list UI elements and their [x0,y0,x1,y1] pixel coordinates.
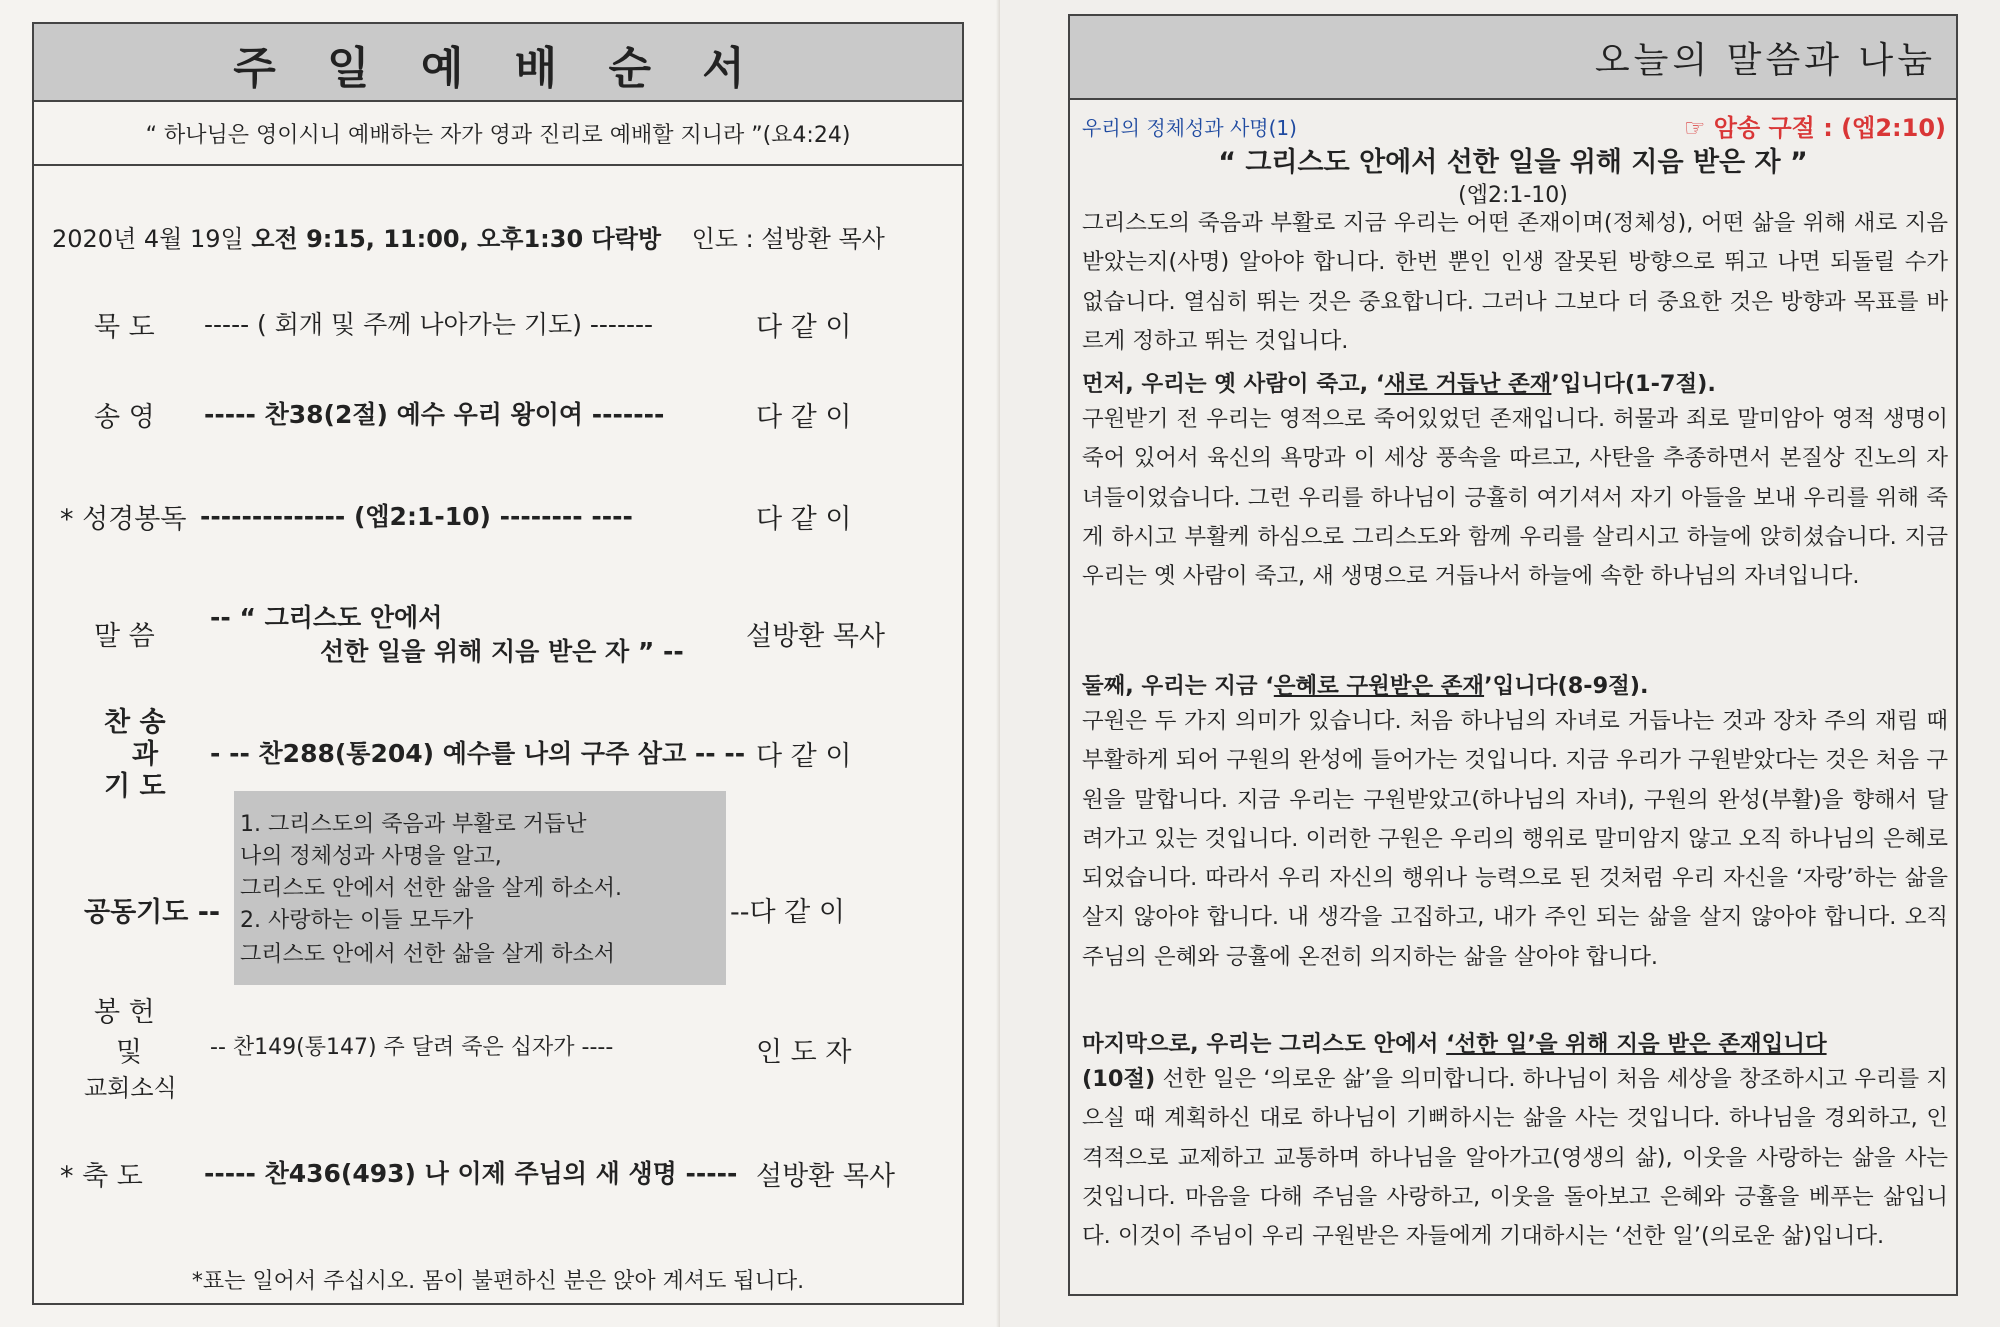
sermon-title-line1: -- “ 그리스도 안에서 [210,603,443,632]
sermon-title-line2: 선한 일을 위해 지음 받은 자 ” -- [320,637,684,666]
point-heading-key: ‘선한 일’을 위해 지음 받은 존재입니다 [1446,1031,1827,1057]
point-heading-key: 새로 거듭난 존재 [1384,371,1552,397]
order-label: 봉 헌 [94,997,155,1028]
order-label: 과 [132,739,159,770]
point-body: 구원받기 전 우리는 영적으로 죽어있었던 존재입니다. 허물과 죄로 말미암아 영적 생명이 죽어 있어서 육신의 욕망과 이 세상 풍속을 따르고, 사탄을 추종하면서 본질상 진노의 자녀들이었습니다. 그런 우리를 하나님이 긍휼히 여기셔서 자기 아들을 보내 우리를 위해 죽게 하시고 부활케 하심으로 그리스도와 함께 우리를 살리시고 하늘에 앉히셨습니다. 지금 우리는 옛 사람이 죽고, 새 생명으로 거듭나서 하늘에 속한 하나님의 자녀입니다. [1082,406,1948,590]
prayer-line: 그리스도 안에서 선한 삶을 살게 하소서 [240,942,615,967]
order-participant: --다 같 이 [730,897,845,928]
prayer-line: 그리스도 안에서 선한 삶을 살게 하소서. [240,876,622,901]
order-participant: 다 같 이 [756,402,852,433]
order-label: 묵 도 [94,312,155,343]
point-heading-text: 마지막으로, 우리는 그리스도 안에서 [1082,1031,1447,1057]
order-label: 말 씀 [94,621,155,652]
order-participant: 다 같 이 [756,504,852,535]
order-detail: ----- 찬436(493) 나 이제 주님의 새 생명 ----- [204,1159,738,1188]
order-label: 기 도 [104,771,166,802]
order-item [34,299,962,347]
order-item [34,700,962,800]
point-verse-ref: (10절) [1082,1066,1156,1092]
sermon-title: “ 그리스도 안에서 선한 일을 위해 지음 받은 자 ” [1218,147,1808,178]
point-heading-text: ’입니다(1-7절). [1551,371,1716,397]
order-item [34,389,962,437]
order-participant: 설방환 목사 [756,1161,895,1192]
point-heading [1082,366,1716,398]
service-date-line [52,219,885,254]
point-heading [1082,668,1649,700]
order-item [34,884,962,932]
order-item [34,1148,962,1196]
point-heading-text: 둘째, 우리는 지금 ‘ [1082,673,1274,699]
intro-paragraph: 그리스도의 죽음과 부활로 지금 우리는 어떤 존재이며(정체성), 어떤 삶을 위해 새로 지음 받았는지(사명) 알아야 합니다. 한번 뿐인 인생 잘못된 방향으로 뛰고 나면 되돌릴 수가 없습니다. 열심히 뛰는 것은 중요합니다. 그러나 그보다 더 중요한 것은 방향과 목표를 바르게 정하고 뛰는 것입니다. [1082,210,1948,354]
prayer-line: 나의 정체성과 사명을 알고, [240,844,502,869]
worship-title: 주 일 예 배 순 서 [233,43,763,94]
order-label: 공동기도 -- [84,897,221,928]
order-detail: -- 찬149(통147) 주 달려 죽은 십자가 ---- [210,1035,614,1060]
standing-note: *표는 일어서 주십시오. 몸이 불편하신 분은 앉아 계셔도 됩니다. [191,1269,805,1294]
order-participant: 다 같 이 [756,741,852,772]
order-item [34,491,962,539]
worship-title-bar [34,24,962,102]
order-label: 찬 송 [104,707,166,738]
order-item [34,990,962,1100]
order-label: * 축 도 [60,1161,143,1192]
point-heading-text: 먼저, 우리는 옛 사람이 죽고, ‘ [1082,371,1385,397]
sermon-notes-box [1068,14,1958,1296]
order-label: 송 영 [94,402,155,433]
divider [34,164,962,166]
section-title: 오늘의 말씀과 나눔 [1594,40,1936,81]
point-body: 구원은 두 가지 의미가 있습니다. 처음 하나님의 자녀로 거듭나는 것과 장차 주의 재림 때 부활하게 되어 구원의 완성에 들어가는 것입니다. 지금 우리가 구원받았다는 것은 처음 구원을 말합니다. 지금 우리는 구원받았고(하나님의 자녀), 구원의 완성(부활)을 향해서 달려가고 있는 것입니다. 이러한 구원은 우리의 행위로 말미암지 않고 오직 하나님의 은혜로 되었습니다. 따라서 우리 자신의 행위나 능력으로 된 것처럼 우리 자신을 ‘자랑’하는 삶을 살지 않아야 합니다. 내 생각을 고집하고, 내가 주인 되는 삶을 살지 않아야 합니다. 오직 주님의 은혜와 긍휼에 온전히 의지하는 삶을 살아야 합니다. [1082,708,1948,970]
point-heading [1082,1026,1827,1058]
worship-order-box [32,22,964,1305]
right-page [1000,0,2000,1327]
service-date: 2020년 4월 19일 [52,225,244,253]
point-body [1082,1060,1948,1256]
order-participant: 설방환 목사 [746,621,885,652]
point-body-text: 선한 일은 ‘의로운 삶’을 의미합니다. 하나님이 처음 세상을 창조하시고 우리를 지으실 때 계획하신 대로 하나님이 기뻐하시는 삶을 사는 것입니다. 하나님을 경외하고, 인격적으로 교제하고 교통하며 하나님을 알아가고(영생의 삶), 이웃을 사랑하는 삶을 사는 것입니다. 마음을 다해 주님을 사랑하고, 이웃을 돌아보고 은혜와 긍휼을 베푸는 삶입니다. 이것이 주님이 우리 구원받은 자들에게 기대하시는 ‘선한 일’(의로운 삶)입니다. [1082,1066,1948,1250]
service-leader: 인도 : 설방환 목사 [691,225,885,253]
service-times: 오전 9:15, 11:00, 오후1:30 다락방 [251,225,662,253]
memory-verse: ☞ 암송 구절 : (엡2:10) [1683,114,1946,142]
order-detail: - -- 찬288(통204) 예수를 나의 구주 삼고 -- -- [210,739,746,768]
order-label: * 성경봉독 [60,504,187,535]
order-label: 및 [116,1037,143,1068]
point-heading-key: 은혜로 구원받은 존재 [1273,673,1485,699]
order-detail: ----- 찬38(2절) 예수 우리 왕이여 ------- [204,400,665,429]
order-detail: -------------- (엡2:1-10) -------- ---- [200,502,633,531]
order-participant: 인 도 자 [756,1037,852,1068]
point-heading-text: ’입니다(8-9절). [1484,673,1649,699]
order-participant: 다 같 이 [756,312,852,343]
prayer-line: 1. 그리스도의 죽음과 부활로 거듭난 [240,812,587,837]
theme-verse: “ 하나님은 영이시니 예배하는 자가 영과 진리로 예배할 지니라 ”(요4:24) [145,123,851,148]
order-item [34,598,962,678]
order-detail: ----- ( 회개 및 주께 나아가는 기도) ------- [204,310,654,339]
sermon-title-bar [1070,16,1956,100]
scripture-reference: (엡2:1-10) [1458,183,1568,208]
prayer-line: 2. 사랑하는 이들 모두가 [240,908,474,933]
order-label: 교회소식 [84,1074,177,1102]
series-name: 우리의 정체성과 사명(1) [1082,116,1297,140]
